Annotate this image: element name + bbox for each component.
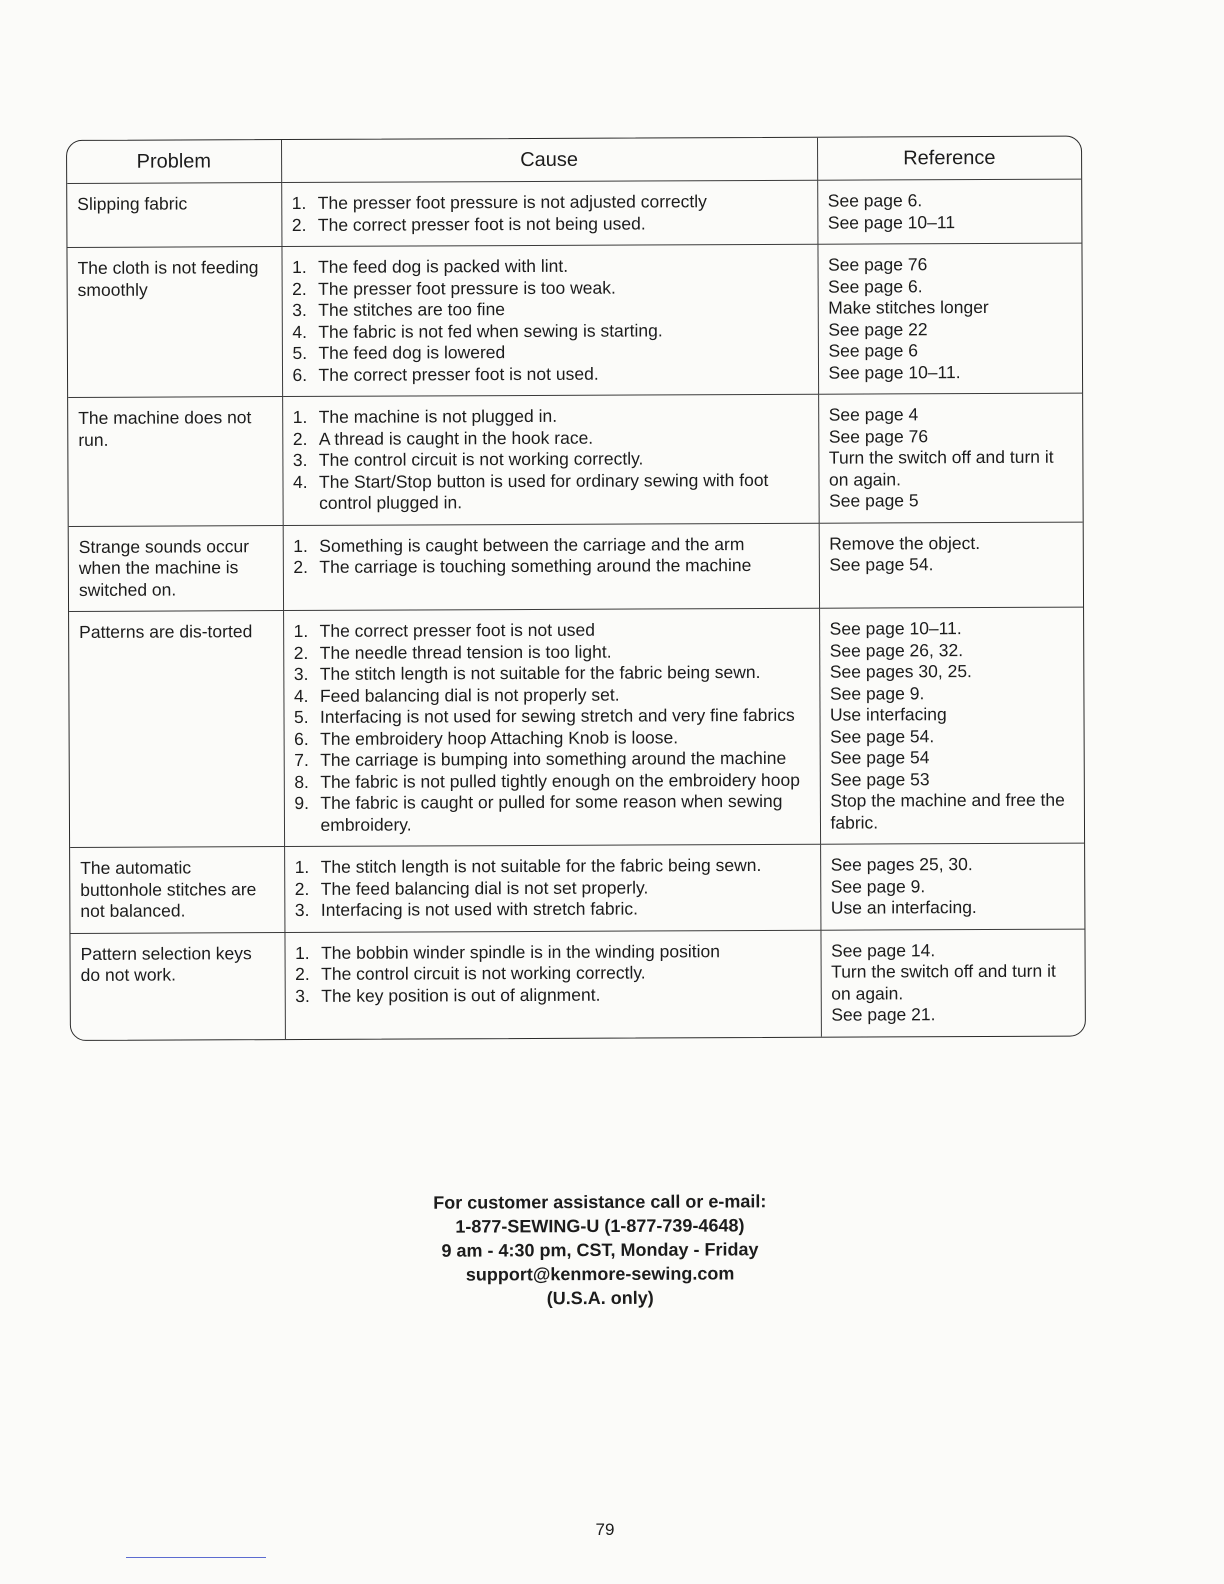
cause-number: 4. bbox=[292, 471, 308, 492]
cause-list bbox=[293, 405, 810, 515]
cause-number: 3. bbox=[292, 449, 308, 471]
cause-item bbox=[294, 705, 811, 729]
cause-text: The fabric is not pulled tightly enough on the embroidery hoop bbox=[320, 769, 800, 792]
table-row bbox=[69, 522, 1083, 612]
cause-item bbox=[294, 769, 811, 793]
cause-item bbox=[295, 855, 812, 879]
cause-text: The correct presser foot is not used. bbox=[318, 363, 599, 385]
cause-item bbox=[294, 748, 811, 772]
reference-item: See page 10–11 bbox=[827, 211, 956, 233]
cause-item bbox=[292, 319, 809, 343]
problem-cell: Pattern selection keys do not work. bbox=[70, 932, 284, 1039]
cause-text: The presser foot pressure is not adjusted correctly bbox=[317, 191, 707, 213]
reference-item: Stop the machine and free the fabric. bbox=[830, 789, 1065, 833]
reference-item: See page 9. bbox=[830, 875, 926, 897]
reference-cell bbox=[817, 243, 1082, 394]
cause-list bbox=[295, 940, 812, 1007]
cause-text: The stitch length is not suitable for the fabric being sewn. bbox=[320, 854, 762, 877]
reference-cell bbox=[820, 929, 1084, 1037]
table-row bbox=[70, 929, 1084, 1040]
cause-number: 9. bbox=[294, 792, 310, 814]
table-row bbox=[68, 393, 1083, 526]
cause-number: 5. bbox=[293, 706, 309, 728]
reference-cell bbox=[820, 843, 1084, 930]
reference-cell bbox=[819, 607, 1084, 844]
reference-item: See page 14. bbox=[830, 939, 936, 961]
reference-item: See page 9. bbox=[829, 682, 925, 704]
contact-region: (U.S.A. only) bbox=[546, 1287, 654, 1309]
reference-item: See page 21. bbox=[831, 1004, 936, 1025]
customer-assistance-block bbox=[0, 1187, 1200, 1312]
cause-text: The feed balancing dial is not set properly. bbox=[320, 876, 649, 899]
reference-item: See page 76 bbox=[828, 254, 928, 275]
cause-number: 3. bbox=[295, 985, 310, 1006]
reference-item: Turn the switch off and turn it on again. bbox=[831, 960, 1056, 1004]
cause-number: 8. bbox=[294, 771, 309, 792]
cause-number: 3. bbox=[293, 663, 309, 685]
cause-cell bbox=[283, 608, 820, 846]
cause-text: The correct presser foot is not being used. bbox=[317, 212, 646, 235]
cause-number: 2. bbox=[291, 214, 307, 235]
cause-cell bbox=[284, 844, 820, 932]
reference-item: Remove the object. bbox=[829, 532, 981, 554]
cause-number: 2. bbox=[292, 428, 308, 449]
cause-text: The fabric is caught or pulled for some reason when sewing embroidery. bbox=[320, 790, 783, 835]
cause-number: 4. bbox=[292, 321, 307, 342]
cause-number: 1. bbox=[294, 856, 310, 878]
reference-item: See page 22 bbox=[828, 318, 928, 340]
cause-text: The correct presser foot is not used bbox=[319, 619, 595, 641]
cause-number: 6. bbox=[294, 728, 309, 749]
cause-item bbox=[292, 212, 809, 236]
cause-number: 1. bbox=[291, 192, 307, 214]
cause-list bbox=[293, 533, 810, 578]
header-row bbox=[67, 137, 1081, 184]
page-number: 79 bbox=[595, 1520, 615, 1539]
cause-list bbox=[292, 255, 810, 386]
reference-item: See page 4 bbox=[828, 404, 919, 425]
cause-item bbox=[292, 191, 809, 215]
reference-item: See page 10–11. bbox=[828, 361, 961, 383]
cause-list bbox=[295, 855, 812, 922]
cause-number: 6. bbox=[292, 364, 308, 385]
reference-item: Turn the switch off and turn it on again. bbox=[828, 446, 1054, 490]
cause-number: 5. bbox=[292, 342, 308, 364]
cause-text: The feed dog is packed with lint. bbox=[318, 255, 569, 277]
cause-cell bbox=[281, 180, 817, 246]
cause-number: 2. bbox=[294, 878, 310, 899]
contact-phone: 1-877-SEWING-U (1-877-739-4648) bbox=[455, 1215, 745, 1237]
reference-cell bbox=[819, 522, 1083, 609]
cause-text: The feed dog is lowered bbox=[318, 342, 506, 363]
table-row bbox=[67, 179, 1081, 247]
reference-item: See page 76 bbox=[828, 425, 929, 447]
reference-cell bbox=[817, 179, 1081, 244]
cause-item bbox=[293, 405, 810, 429]
cause-number: 7. bbox=[294, 749, 309, 771]
contact-heading: For customer assistance call or e-mail: bbox=[433, 1191, 767, 1213]
cause-item bbox=[293, 533, 810, 557]
cause-text: The needle thread tension is too light. bbox=[319, 641, 612, 663]
cause-number: 2. bbox=[293, 556, 309, 578]
header-reference: Reference bbox=[817, 137, 1081, 181]
cause-text: The control circuit is not working correctly. bbox=[318, 448, 644, 470]
cause-text: The carriage is bumping into something around the machine bbox=[320, 747, 787, 770]
problem-cell: Patterns are dis-torted bbox=[69, 611, 284, 848]
cause-text: Feed balancing dial is not properly set. bbox=[319, 684, 620, 706]
cause-item bbox=[294, 726, 811, 750]
table-row bbox=[67, 243, 1082, 397]
problem-cell: The cloth is not feeding smoothly bbox=[67, 247, 282, 398]
reference-item: See page 53 bbox=[830, 768, 930, 790]
reference-item: See page 5 bbox=[829, 490, 919, 511]
cause-text: The bobbin winder spindle is in the winding position bbox=[321, 940, 720, 963]
troubleshooting-table-frame bbox=[66, 136, 1086, 1041]
cause-text: Something is caught between the carriage and the arm bbox=[319, 533, 745, 556]
cause-text: The key position is out of alignment. bbox=[321, 984, 601, 1006]
contact-email: support@kenmore-sewing.com bbox=[465, 1263, 735, 1285]
cause-item bbox=[293, 555, 810, 579]
reference-item: See page 10–11. bbox=[829, 618, 962, 639]
header-cause: Cause bbox=[281, 138, 817, 183]
cause-list bbox=[294, 619, 812, 836]
cause-cell bbox=[284, 930, 820, 1039]
cause-list bbox=[292, 191, 809, 236]
cause-item bbox=[293, 469, 810, 514]
reference-item: See page 6. bbox=[828, 275, 923, 297]
cause-text: The embroidery hoop Attaching Knob is loose. bbox=[320, 726, 679, 749]
cause-text: The stitch length is not suitable for the fabric being sewn. bbox=[319, 661, 761, 684]
cause-number: 2. bbox=[292, 278, 307, 299]
cause-item bbox=[292, 276, 809, 300]
cause-item bbox=[294, 640, 811, 664]
cause-item bbox=[292, 362, 809, 386]
cause-item bbox=[295, 983, 812, 1007]
cause-number: 1. bbox=[292, 406, 308, 428]
cause-item bbox=[295, 962, 812, 986]
cause-text: The control circuit is not working correctly. bbox=[321, 962, 646, 984]
cause-number: 3. bbox=[292, 299, 307, 321]
cause-item bbox=[295, 876, 812, 900]
cause-text: A thread is caught in the hook race. bbox=[318, 427, 594, 449]
reference-item: Make stitches longer bbox=[828, 296, 989, 318]
cause-number: 1. bbox=[293, 535, 308, 556]
cause-text: Interfacing is not used with stretch fabric. bbox=[320, 898, 638, 920]
reference-cell bbox=[818, 393, 1083, 523]
header-problem: Problem bbox=[67, 140, 281, 183]
cause-item bbox=[293, 448, 810, 472]
cause-item bbox=[292, 298, 809, 322]
problem-cell: The machine does not run. bbox=[68, 397, 283, 526]
cause-cell bbox=[281, 244, 818, 396]
cause-item bbox=[292, 341, 809, 365]
cause-text: The carriage is touching something around the machine bbox=[319, 555, 752, 577]
problem-cell: Slipping fabric bbox=[67, 183, 281, 248]
reference-item: Use interfacing bbox=[829, 704, 947, 725]
reference-item: See page 54. bbox=[829, 554, 934, 575]
table-body bbox=[67, 179, 1085, 1039]
cause-number: 3. bbox=[294, 899, 310, 921]
cause-number: 4. bbox=[293, 685, 309, 706]
cause-number: 1. bbox=[292, 256, 307, 278]
cause-text: The Start/Stop button is used for ordinary sewing with foot control plugged in. bbox=[318, 469, 769, 513]
cause-text: The fabric is not fed when sewing is starting. bbox=[318, 319, 663, 342]
cause-cell bbox=[283, 523, 819, 611]
bottom-divider bbox=[126, 1557, 266, 1558]
reference-item: See page 54. bbox=[830, 725, 935, 747]
cause-number: 1. bbox=[293, 620, 309, 642]
cause-item bbox=[294, 662, 811, 686]
cause-item bbox=[294, 683, 811, 707]
cause-text: The stitches are too fine bbox=[318, 299, 506, 320]
cause-item bbox=[295, 940, 812, 964]
contact-hours: 9 am - 4:30 pm, CST, Monday - Friday bbox=[441, 1239, 759, 1261]
cause-number: 2. bbox=[293, 642, 309, 663]
table-row bbox=[70, 843, 1084, 933]
cause-text: The presser foot pressure is too weak. bbox=[318, 277, 616, 299]
reference-item: See page 26, 32. bbox=[829, 639, 964, 661]
cause-item bbox=[295, 898, 812, 922]
problem-cell: Strange sounds occur when the machine is switched on. bbox=[69, 525, 283, 611]
problem-cell: The automatic buttonhole stitches are not balanced. bbox=[70, 847, 284, 933]
cause-item bbox=[293, 426, 810, 450]
cause-text: Interfacing is not used for sewing stretch and very fine fabrics bbox=[319, 704, 795, 727]
troubleshooting-table bbox=[67, 137, 1085, 1040]
cause-number: 2. bbox=[295, 963, 310, 985]
cause-number: 1. bbox=[295, 942, 310, 963]
table-row bbox=[69, 607, 1084, 847]
reference-item: See pages 30, 25. bbox=[829, 661, 972, 682]
reference-item: See page 6. bbox=[827, 190, 923, 211]
reference-item: Use an interfacing. bbox=[830, 897, 977, 918]
reference-item: See pages 25, 30. bbox=[830, 854, 973, 875]
cause-cell bbox=[282, 394, 819, 525]
reference-item: See page 6 bbox=[828, 340, 919, 361]
cause-item bbox=[294, 791, 811, 836]
cause-item bbox=[292, 255, 809, 279]
cause-text: The machine is not plugged in. bbox=[318, 405, 558, 427]
cause-item bbox=[294, 619, 811, 643]
reference-item: See page 54 bbox=[830, 747, 930, 768]
